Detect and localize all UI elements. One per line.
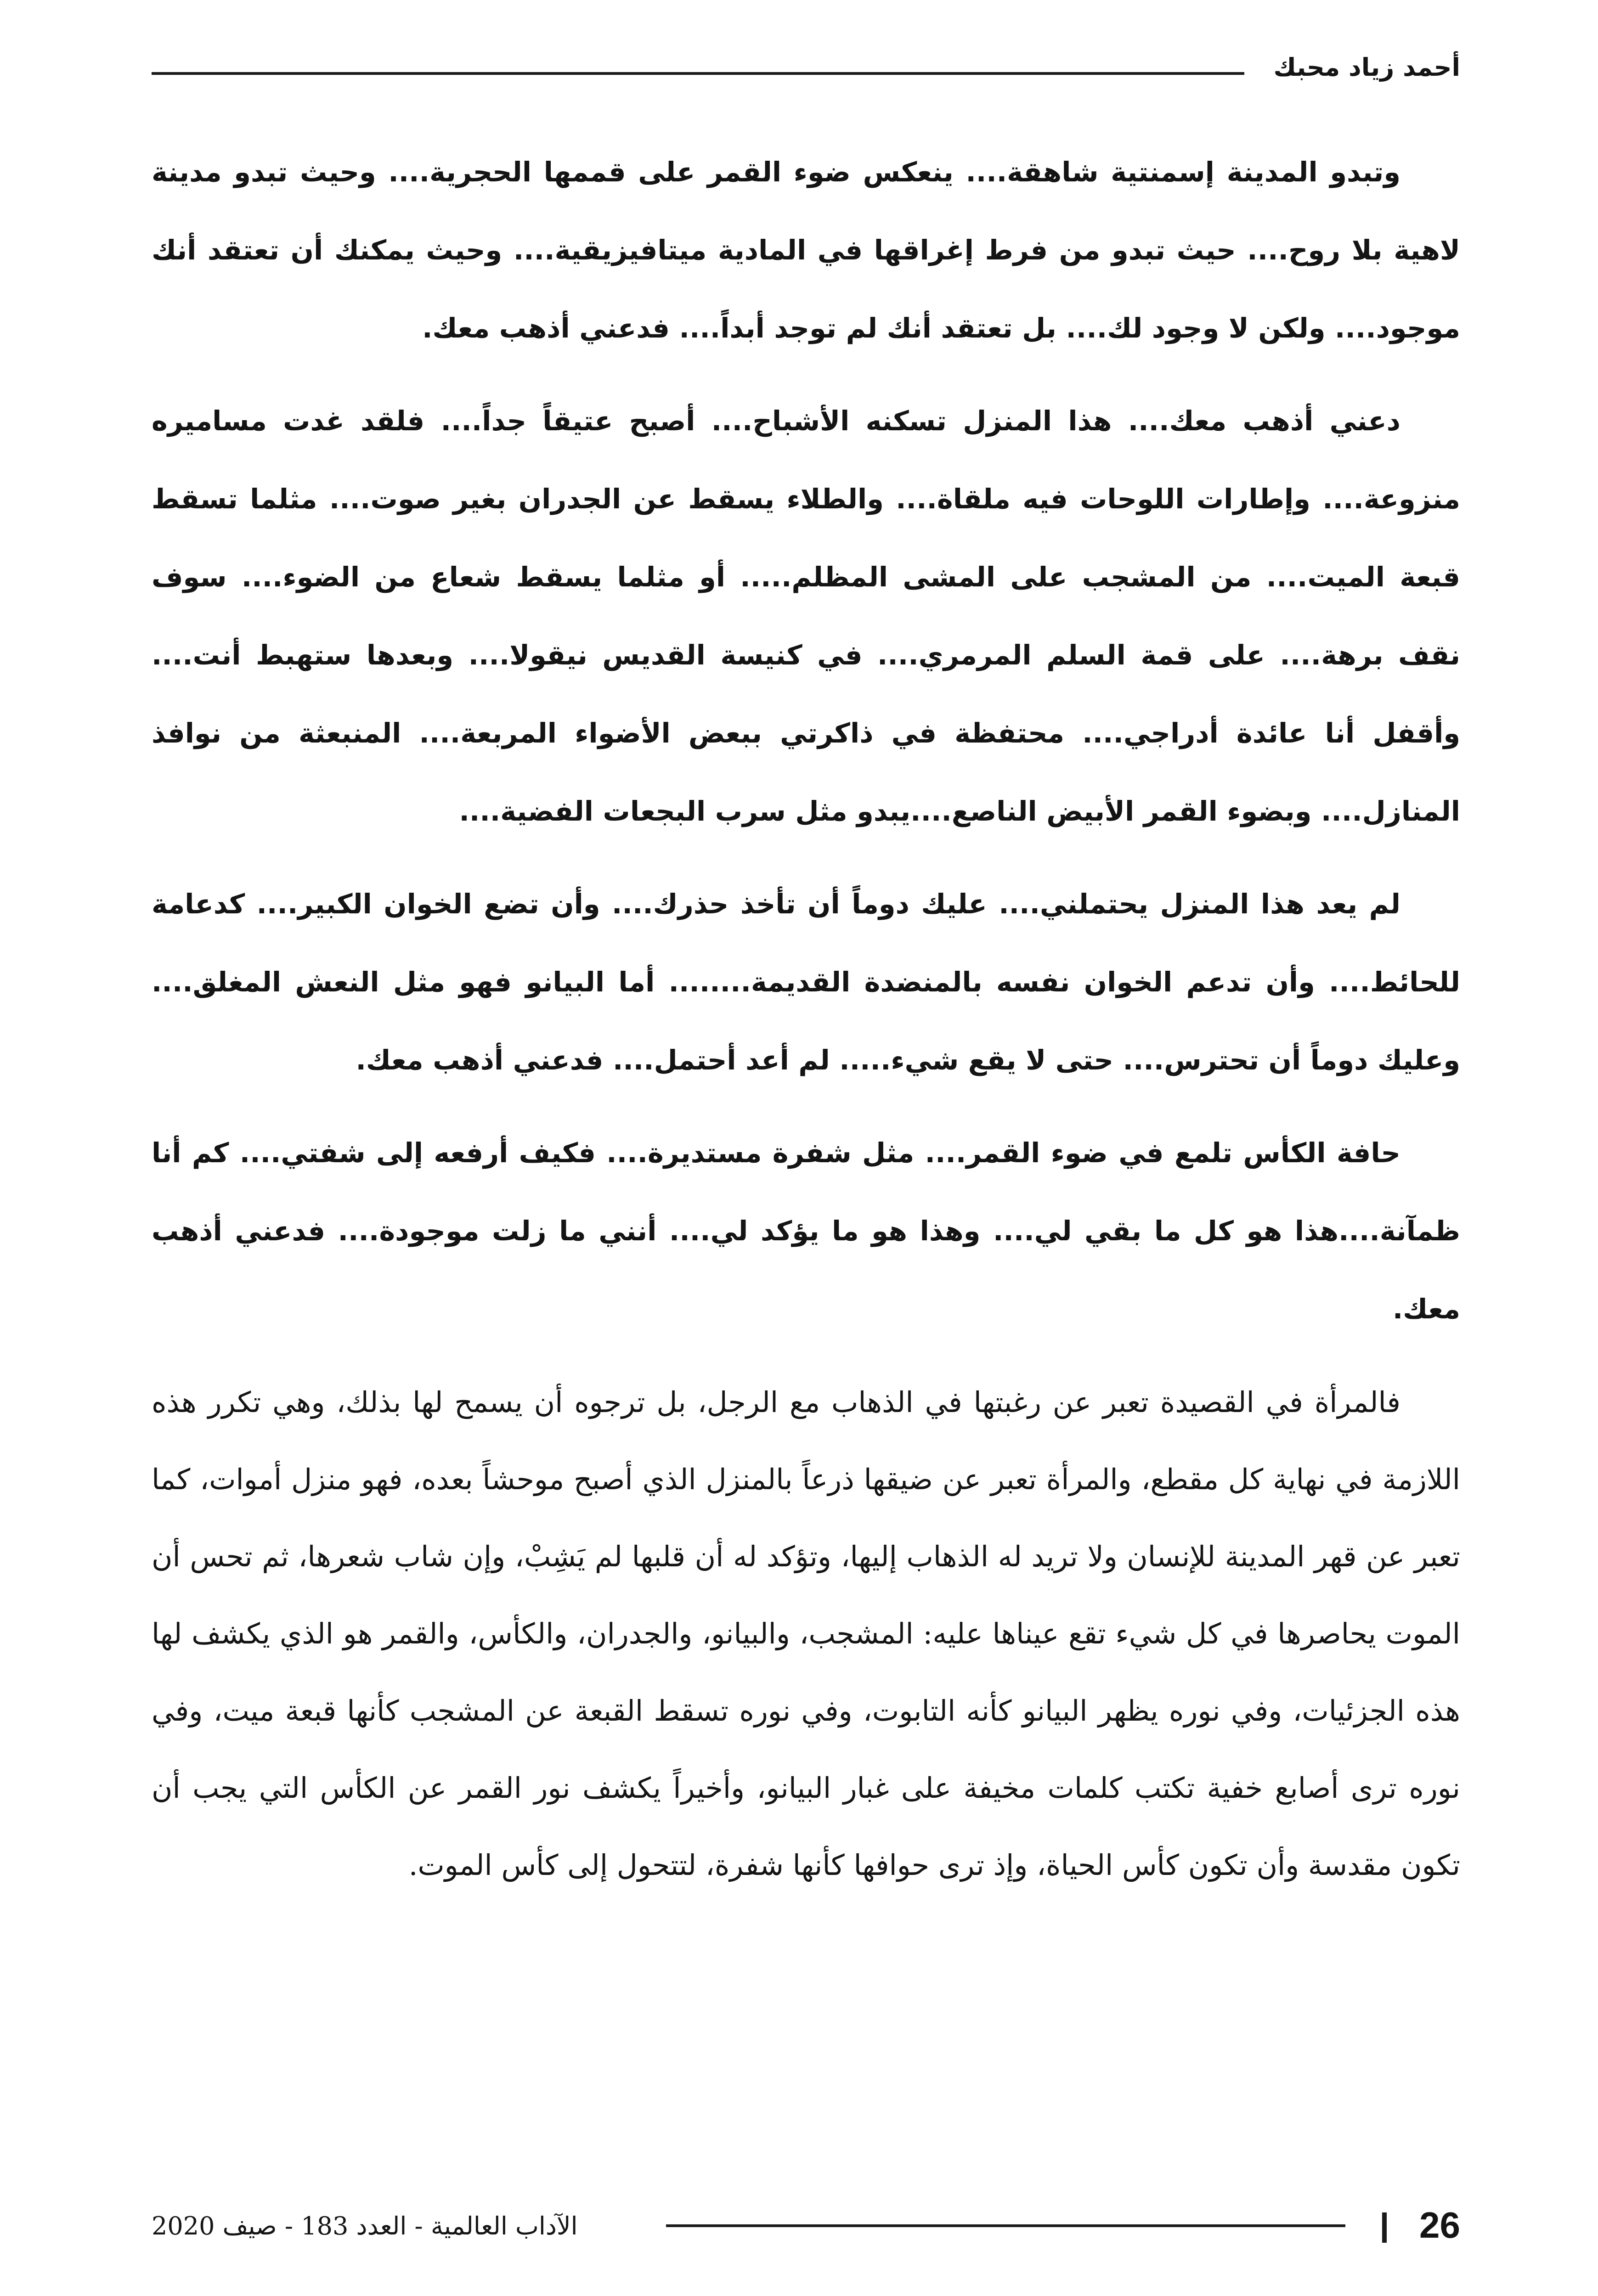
author-name: أحمد زياد محبك — [1273, 53, 1460, 82]
journal-issue: الآداب العالمية - العدد 183 - صيف 2020 — [152, 2212, 578, 2240]
header-rule — [152, 72, 1244, 75]
footer-rule — [666, 2224, 1345, 2227]
poem-stanza: حافة الكأس تلمع في ضوء القمر.... مثل شفرة مستديرة.... فكيف أرفعه إلى شفتي.... كم أنا ظمآنة....هذا هو كل ما بقي لي.... وهذا هو ما يؤكد لي.... أنني ما زلت موجودة.... فدعني أذهب معك. — [152, 1137, 1460, 1325]
page-header — [152, 48, 1460, 90]
page-content — [152, 133, 1460, 1904]
page-number: 26 — [1419, 2205, 1460, 2245]
commentary — [152, 1364, 1460, 1904]
footer-separator — [1382, 2212, 1387, 2243]
poem-excerpt — [152, 133, 1460, 1348]
commentary-paragraph: فالمرأة في القصيدة تعبر عن رغبتها في الذهاب مع الرجل، بل ترجوه أن يسمح لها بذلك، وهي تكرر هذه اللازمة في نهاية كل مقطع، والمرأة تعبر عن ضيقها ذرعاً بالمنزل الذي أصبح موحشاً بعده، فهو منزل أموات، كما تعبر عن قهر المدينة للإنسان ولا تريد له الذهاب إليها، وتؤكد له أن قلبها لم يَشِبْ، وإن شاب شعرها، ثم تحس أن الموت يحاصرها في كل شيء تقع عيناها عليه: المشجب، والبيانو، والجدران، والكأس، والقمر هو الذي يكشف لها هذه الجزئيات، وفي نوره يظهر البيانو كأنه التابوت، وفي نوره تسقط القبعة عن المشجب كأنها قبعة ميت، وفي نوره ترى أصابع خفية تكتب كلمات مخيفة على غبار البيانو، وأخيراً يكشف نور القمر عن الكأس التي يجب أن تكون مقدسة وأن تكون كأس الحياة، وإذ ترى حوافها كأنها شفرة، لتتحول إلى كأس الموت. — [152, 1385, 1460, 1882]
poem-stanza: وتبدو المدينة إسمنتية شاهقة.... ينعكس ضوء القمر على قممها الحجرية.... وحيث تبدو مدينة لاهية بلا روح.... حيث تبدو من فرط إغراقها في المادية ميتافيزيقية.... وحيث يمكنك أن تعتقد أنك موجود.... ولكن لا وجود لك.... بل تعتقد أنك لم توجد أبداً.... فدعني أذهب معك. — [152, 156, 1460, 344]
poem-stanza: لم يعد هذا المنزل يحتملني.... عليك دوماً أن تأخذ حذرك.... وأن تضع الخوان الكبير.... كدعامة للحائط.... وأن تدعم الخوان نفسه بالمنضدة القديمة........ أما البيانو فهو مثل النعش المغلق.... وعليك دوماً أن تحترس.... حتى لا يقع شيء..... لم أعد أحتمل.... فدعني أذهب معك. — [152, 888, 1460, 1076]
poem-stanza: دعني أذهب معك.... هذا المنزل تسكنه الأشباح.... أصبح عتيقاً جداً.... فلقد غدت مساميره منزوعة.... وإطارات اللوحات فيه ملقاة.... والطلاء يسقط عن الجدران بغير صوت.... مثلما تسقط قبعة الميت.... من المشجب على المشى المظلم..... أو مثلما يسقط شعاع من الضوء.... سوف نقف برهة.... على قمة السلم المرمري.... في كنيسة القديس نيقولا.... وبعدها ستهبط أنت.... وأقفل أنا عائدة أدراجي.... محتفظة في ذاكرتي ببعض الأضواء المربعة.... المنبعثة من نوافذ المنازل.... وبضوء القمر الأبيض الناصع....يبدو مثل سرب البجعات الفضية.... — [152, 405, 1460, 827]
page-footer — [152, 2204, 1460, 2250]
